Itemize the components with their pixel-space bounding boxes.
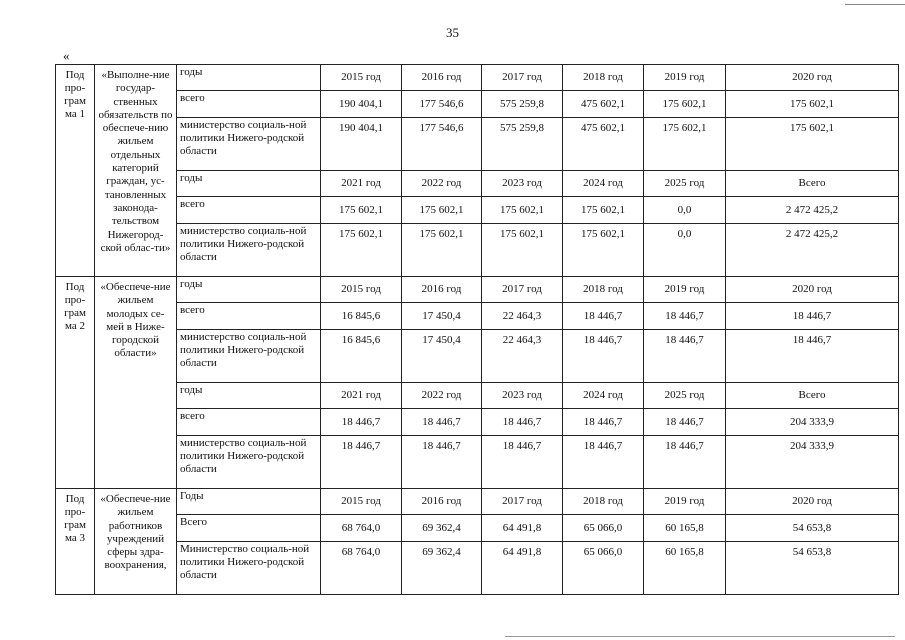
year-cell: 2019 год <box>644 277 726 303</box>
amount-cell: 575 259,8 <box>482 118 563 171</box>
year-cell: 2024 год <box>563 171 644 197</box>
amount-cell: 175 602,1 <box>644 118 726 171</box>
total-label: всего <box>177 303 321 330</box>
ministry-label: министерство социаль-ной политики Нижего-родской области <box>177 118 321 171</box>
ministry-label: министерство социаль-ной политики Нижего-родской области <box>177 436 321 489</box>
total-label: всего <box>177 91 321 118</box>
amount-cell: 204 333,9 <box>726 436 899 489</box>
amount-cell: 54 653,8 <box>726 542 899 595</box>
amount-cell: 69 362,4 <box>402 542 482 595</box>
amount-cell: 18 446,7 <box>563 330 644 383</box>
amount-cell: 204 333,9 <box>726 409 899 436</box>
amount-cell: 16 845,6 <box>321 303 402 330</box>
year-cell: 2023 год <box>482 383 563 409</box>
year-cell: Всего <box>726 171 899 197</box>
table-row <box>56 303 899 330</box>
subprogram-name: «Обеспече-ние жильем молодых се-мей в Нижe-городской области» <box>95 277 177 489</box>
table-row <box>56 197 899 224</box>
amount-cell: 18 446,7 <box>402 409 482 436</box>
subprogram-name: «Выполне-ние государ-ственных обязательств по обеспече-нию жильем отдельных категорий граждан, ус-тановленных законода-тельством Нижегород-ской облас-ти» <box>95 65 177 277</box>
ministry-label: министерство социаль-ной политики Нижего-родской области <box>177 330 321 383</box>
subprogram-code: Под про-грам ма 2 <box>56 277 95 489</box>
amount-cell: 175 602,1 <box>321 197 402 224</box>
amount-cell: 175 602,1 <box>563 224 644 277</box>
table-row <box>56 542 899 595</box>
amount-cell: 18 446,7 <box>644 436 726 489</box>
amount-cell: 18 446,7 <box>563 409 644 436</box>
page-number: 35 <box>446 25 459 40</box>
amount-cell: 175 602,1 <box>563 197 644 224</box>
subprogram-funding-table <box>55 64 899 595</box>
year-cell: 2021 год <box>321 171 402 197</box>
amount-cell: 69 362,4 <box>402 515 482 542</box>
amount-cell: 177 546,6 <box>402 91 482 118</box>
table-row <box>56 277 899 303</box>
amount-cell: 175 602,1 <box>726 91 899 118</box>
year-cell: 2019 год <box>644 65 726 91</box>
year-cell: 2015 год <box>321 277 402 303</box>
amount-cell: 475 602,1 <box>563 118 644 171</box>
year-cell: 2017 год <box>482 277 563 303</box>
year-cell: 2015 год <box>321 489 402 515</box>
ministry-label: Министерство социаль-ной политики Нижего-родской области <box>177 542 321 595</box>
subprogram-code: Под про-грам ма 1 <box>56 65 95 277</box>
amount-cell: 0,0 <box>644 224 726 277</box>
amount-cell: 18 446,7 <box>563 303 644 330</box>
amount-cell: 177 546,6 <box>402 118 482 171</box>
year-cell: 2020 год <box>726 65 899 91</box>
amount-cell: 2 472 425,2 <box>726 197 899 224</box>
year-cell: 2020 год <box>726 277 899 303</box>
table-row <box>56 436 899 489</box>
amount-cell: 65 066,0 <box>563 515 644 542</box>
table-row <box>56 383 899 409</box>
year-cell: 2022 год <box>402 171 482 197</box>
amount-cell: 54 653,8 <box>726 515 899 542</box>
table-row <box>56 91 899 118</box>
year-cell: 2020 год <box>726 489 899 515</box>
year-cell: 2018 год <box>563 65 644 91</box>
table-row <box>56 409 899 436</box>
year-cell: 2018 год <box>563 489 644 515</box>
page-top-rule <box>845 4 905 5</box>
amount-cell: 175 602,1 <box>321 224 402 277</box>
table-row <box>56 489 899 515</box>
table-row <box>56 515 899 542</box>
year-cell: 2016 год <box>402 277 482 303</box>
years-label: годы <box>177 171 321 197</box>
table-row <box>56 65 899 91</box>
year-cell: 2019 год <box>644 489 726 515</box>
amount-cell: 175 602,1 <box>726 118 899 171</box>
amount-cell: 18 446,7 <box>321 409 402 436</box>
amount-cell: 18 446,7 <box>644 409 726 436</box>
amount-cell: 17 450,4 <box>402 303 482 330</box>
table-row <box>56 118 899 171</box>
amount-cell: 18 446,7 <box>726 303 899 330</box>
years-label: годы <box>177 383 321 409</box>
year-cell: 2015 год <box>321 65 402 91</box>
amount-cell: 18 446,7 <box>482 436 563 489</box>
total-label: Всего <box>177 515 321 542</box>
table-row <box>56 330 899 383</box>
amount-cell: 0,0 <box>644 197 726 224</box>
amount-cell: 575 259,8 <box>482 91 563 118</box>
amount-cell: 22 464,3 <box>482 330 563 383</box>
amount-cell: 22 464,3 <box>482 303 563 330</box>
year-cell: 2022 год <box>402 383 482 409</box>
amount-cell: 18 446,7 <box>402 436 482 489</box>
amount-cell: 65 066,0 <box>563 542 644 595</box>
years-label: годы <box>177 277 321 303</box>
year-cell: Всего <box>726 383 899 409</box>
amount-cell: 175 602,1 <box>482 224 563 277</box>
amount-cell: 18 446,7 <box>644 303 726 330</box>
years-label: годы <box>177 65 321 91</box>
amount-cell: 64 491,8 <box>482 542 563 595</box>
year-cell: 2024 год <box>563 383 644 409</box>
amount-cell: 18 446,7 <box>482 409 563 436</box>
table-row <box>56 171 899 197</box>
subprogram-code: Под про-грам ма 3 <box>56 489 95 595</box>
ministry-label: министерство социаль-ной политики Нижего-родской области <box>177 224 321 277</box>
amount-cell: 175 602,1 <box>644 91 726 118</box>
total-label: всего <box>177 197 321 224</box>
amount-cell: 68 764,0 <box>321 542 402 595</box>
page-bottom-rule <box>505 636 895 637</box>
year-cell: 2017 год <box>482 489 563 515</box>
amount-cell: 190 404,1 <box>321 118 402 171</box>
amount-cell: 18 446,7 <box>726 330 899 383</box>
amount-cell: 68 764,0 <box>321 515 402 542</box>
year-cell: 2017 год <box>482 65 563 91</box>
year-cell: 2025 год <box>644 171 726 197</box>
year-cell: 2023 год <box>482 171 563 197</box>
amount-cell: 175 602,1 <box>482 197 563 224</box>
total-label: всего <box>177 409 321 436</box>
year-cell: 2016 год <box>402 65 482 91</box>
amount-cell: 64 491,8 <box>482 515 563 542</box>
amount-cell: 475 602,1 <box>563 91 644 118</box>
amount-cell: 175 602,1 <box>402 224 482 277</box>
amount-cell: 190 404,1 <box>321 91 402 118</box>
amount-cell: 17 450,4 <box>402 330 482 383</box>
year-cell: 2016 год <box>402 489 482 515</box>
opening-quote-mark: « <box>63 48 70 63</box>
amount-cell: 18 446,7 <box>644 330 726 383</box>
year-cell: 2018 год <box>563 277 644 303</box>
table-row <box>56 224 899 277</box>
amount-cell: 2 472 425,2 <box>726 224 899 277</box>
amount-cell: 60 165,8 <box>644 542 726 595</box>
amount-cell: 18 446,7 <box>563 436 644 489</box>
amount-cell: 175 602,1 <box>402 197 482 224</box>
years-label: Годы <box>177 489 321 515</box>
amount-cell: 16 845,6 <box>321 330 402 383</box>
year-cell: 2025 год <box>644 383 726 409</box>
amount-cell: 60 165,8 <box>644 515 726 542</box>
amount-cell: 18 446,7 <box>321 436 402 489</box>
year-cell: 2021 год <box>321 383 402 409</box>
subprogram-name: «Обеспече-ние жильем работников учреждений сферы здра-воохранения, <box>95 489 177 595</box>
